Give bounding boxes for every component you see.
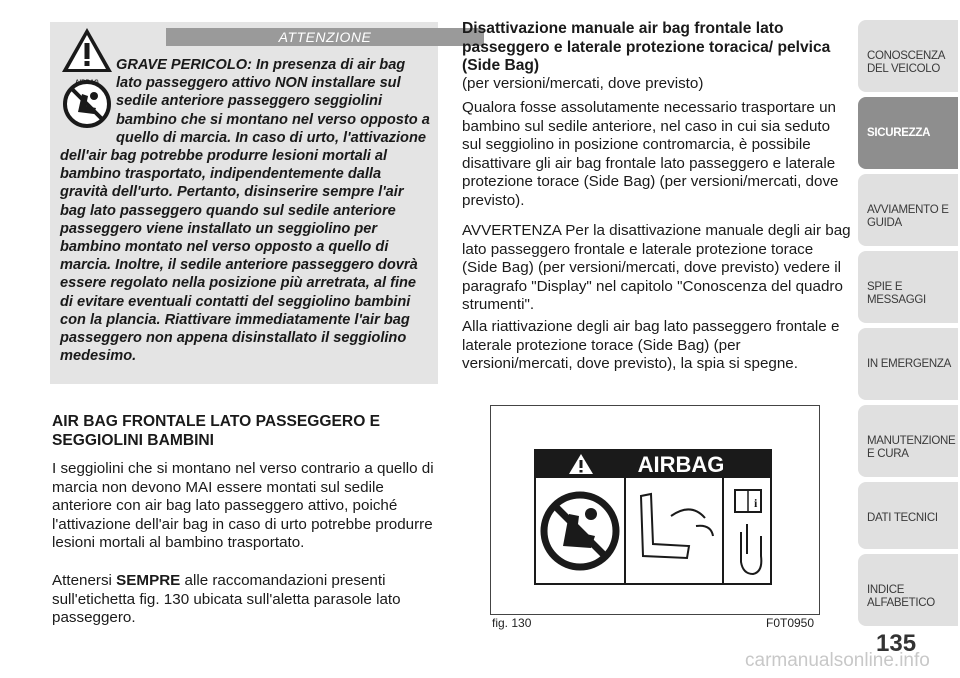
figure-airbag-label xyxy=(490,405,820,615)
right-paragraph-1: Qualora fosse assolutamente necessario trasportare un bambino sul sedile anteriore, nel caso in cui sia seduto sul seggiolino in posizione contromarcia, è possibile disattivare gli air bag frontale lato passeggero e laterale protezione torace (Side Bag) (per versioni/mercati, dove previsto). xyxy=(462,99,839,209)
right-paragraph-3: Alla riattivazione degli air bag lato passeggero frontale e laterale protezione torace (Side Bag) (per versioni/mercati, dove previsto), la spia si spegne. xyxy=(462,318,840,373)
svg-text:AIRBAG: AIRBAG xyxy=(75,80,99,86)
left-paragraph-2 xyxy=(52,572,442,628)
tab-avviamento-e-guida[interactable]: AVVIAMENTO E GUIDA xyxy=(858,174,958,246)
left-paragraph-2-prefix: Attenersi xyxy=(52,572,117,589)
right-paragraph-2: AVVERTENZA Per la disattivazione manuale degli air bag lato passeggero frontale e laterale protezione torace (Side Bag) (per versioni/mercati, dove previsto) vedere il paragrafo "Display" nel capitolo "Conoscenza del quadro strumenti". xyxy=(462,222,851,314)
tab-indice-alfabetico[interactable]: INDICE ALFABETICO xyxy=(858,554,958,626)
airbag-label-illustration xyxy=(491,406,819,614)
tab-sicurezza[interactable]: SICUREZZA xyxy=(858,97,958,169)
right-section-subtitle: (per versioni/mercati, dove previsto) xyxy=(462,75,704,92)
svg-text:i: i xyxy=(754,496,758,510)
tab-in-emergenza[interactable]: IN EMERGENZA xyxy=(858,328,958,400)
airbag-label-text: AIRBAG xyxy=(637,452,725,477)
figure-caption: fig. 130 xyxy=(492,616,532,630)
page-number: 135 xyxy=(876,630,917,657)
tab-spie-e-messaggi[interactable]: SPIE E MESSAGGI xyxy=(858,251,958,323)
left-paragraph-1: I seggiolini che si montano nel verso contrario a quello di marcia non devono MAI essere montati sul sedile anteriore con air bag lato passeggero attivo, poiché l'attivazione dell'air bag in caso di urto potrebbe produrre lesioni mortali al bambino trasportato. xyxy=(52,460,434,552)
warning-text-body: GRAVE PERICOLO: In presenza di air bag lato passeggero attivo NON installare sul sedile anteriore passeggero seggiolini bambino che si montano nel verso opposto a quello di marcia. In caso di urto, l'attivazione dell'air bag potrebbe produrre lesioni mortali al bambino trasportato, indipendentemente dalla gravità dell'urto. Pertanto, disinserire sempre l'air bag lato passeggero quando sul sedile anteriore passeggero viene installato un seggiolino per bambino montato nel verso opposto a quello di marcia. Inoltre, il sedile anteriore passeggero dovrà essere regolato nella posizione più arretrata, al fine di evitare eventuali contatti del seggiolino bambini con la plancia. Riattivare immediatamente l'air bag passeggero non appena disinstallato il seggiolino medesimo. xyxy=(60,57,430,365)
emphasis-sempre: SEMPRE xyxy=(116,572,181,589)
watermark: carmanualsonline.info xyxy=(745,650,930,671)
warning-header: ATTENZIONE xyxy=(166,28,484,46)
right-section-title: Disattivazione manuale air bag frontale lato passeggero e laterale protezione toracica/ pelvica (Side Bag) xyxy=(462,20,831,75)
tab-dati-tecnici[interactable]: DATI TECNICI xyxy=(858,482,958,549)
figure-code: F0T0950 xyxy=(766,616,815,630)
section-title: AIR BAG FRONTALE LATO PASSEGGERO E SEGGIOLINI BAMBINI xyxy=(52,413,381,449)
tab-conoscenza-del-veicolo[interactable]: CONOSCENZA DEL VEICOLO xyxy=(858,20,958,92)
left-paragraph-2-suffix: alle raccomandazioni presenti sull'etichetta fig. 130 ubicata sull'aletta parasole lato passeggero. xyxy=(52,572,401,627)
warning-text xyxy=(60,56,432,365)
warning-box xyxy=(50,22,438,384)
tab-manutenzione-e-cura[interactable]: MANUTENZIONE E CURA xyxy=(858,405,958,477)
